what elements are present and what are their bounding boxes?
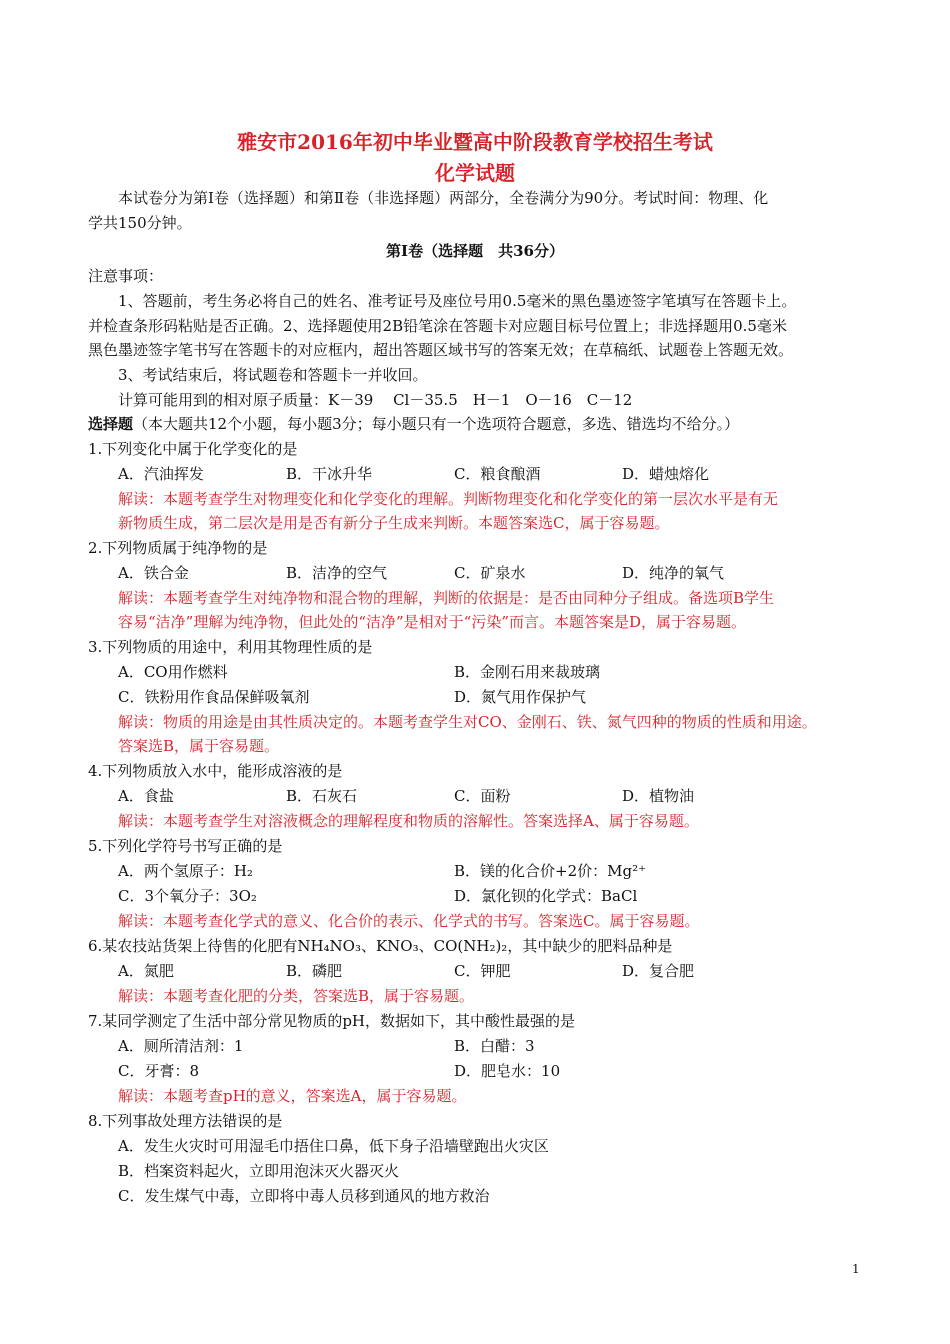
option: C．发生煤气中毒，立即将中毒人员移到通风的地方救治 [118,1187,490,1205]
section-title: 第Ⅰ卷（选择题 共36分） [386,242,564,260]
note-line: 3、考试结束后，将试题卷和答题卡一并收回。 [118,366,428,384]
option: B．磷肥 [286,962,343,980]
option: C．粮食酿酒 [454,465,541,483]
question-stem: 5.下列化学符号书写正确的是 [88,837,283,855]
option: B．洁净的空气 [286,564,388,582]
explanation: 答案选B，属于容易题。 [118,737,280,755]
option: D．氯化钡的化学式：BaCl [454,887,638,905]
explanation: 解读：本题考查学生对物理变化和化学变化的理解。判断物理变化和化学变化的第一层次水平是有无 [118,490,779,508]
option: A．发生火灾时可用湿毛巾捂住口鼻，低下身子沿墙壁跑出火灾区 [118,1137,549,1155]
explanation: 解读：本题考查学生对纯净物和混合物的理解，判断的依据是：是否由同种分子组成。备选项B学生 [118,589,775,607]
explanation: 新物质生成，第二层次是用是否有新分子生成来判断。本题答案选C，属于容易题。 [118,514,670,532]
option: B．白醋：3 [454,1037,535,1055]
option: B．金刚石用来裁玻璃 [454,663,601,681]
note-line: 黑色墨迹签字笔书写在答题卡的对应框内，超出答题区域书写的答案无效；在草稿纸、试题卷上答题无效。 [88,341,794,359]
page-subtitle: 化学试题 [435,161,515,185]
option: C．面粉 [454,787,511,805]
option: A．CO用作燃料 [118,663,228,681]
note-line: 1、答题前，考生务必将自己的姓名、准考证号及座位号用0.5毫米的黑色墨迹签字笔填写在答题卡上。 [118,292,797,310]
atomic-mass-line: 计算可能用到的相对原子质量：K－39 Cl－35.5 H－1 O－16 C－12 [118,391,633,409]
option: B．档案资料起火，立即用泡沫灭火器灭火 [118,1162,400,1180]
option: A．汽油挥发 [118,465,204,483]
option: A．厕所清洁剂：1 [118,1037,244,1055]
question-stem: 4.下列物质放入水中，能形成溶液的是 [88,762,343,780]
explanation: 解读：物质的用途是由其性质决定的。本题考查学生对CO、金刚石、铁、氮气四种的物质的性质和用途。 [118,713,817,731]
option: A．食盐 [118,787,174,805]
explanation: 解读：本题考查pH的意义，答案选A，属于容易题。 [118,1087,467,1105]
option: D．肥皂水：10 [454,1062,561,1080]
option: D．复合肥 [622,962,695,980]
question-stem: 3.下列物质的用途中，利用其物理性质的是 [88,638,373,656]
choice-description: （本大题共12个小题，每小题3分；每小题只有一个选项符合题意，多选、错选均不给分。） [133,415,740,433]
intro-line: 学共150分钟。 [88,214,192,232]
question-stem: 7.某同学测定了生活中部分常见物质的pH，数据如下，其中酸性最强的是 [88,1012,575,1030]
explanation: 解读：本题考查学生对溶液概念的理解程度和物质的溶解性。答案选择A、属于容易题。 [118,812,699,830]
choice-heading [88,414,739,434]
option: A．氮肥 [118,962,174,980]
option: C．钾肥 [454,962,511,980]
option: A．两个氢原子：H₂ [118,862,253,880]
option: D．植物油 [622,787,695,805]
question-stem: 1.下列变化中属于化学变化的是 [88,440,298,458]
option: D．氮气用作保护气 [454,688,587,706]
option: C．铁粉用作食品保鲜吸氧剂 [118,688,310,706]
option: D．蜡烛熔化 [622,465,710,483]
option: B．干冰升华 [286,465,373,483]
option: A．铁合金 [118,564,189,582]
option: B．镁的化合价+2价：Mg²⁺ [454,862,647,880]
explanation: 容易“洁净”理解为纯净物，但此处的“洁净”是相对于“污染”而言。本题答案是D，属于容易题。 [118,613,747,631]
explanation: 解读：本题考查化肥的分类，答案选B，属于容易题。 [118,987,475,1005]
notes-heading: 注意事项： [88,267,164,285]
option: C．矿泉水 [454,564,526,582]
choice-label: 选择题 [88,415,134,433]
intro-line: 本试卷分为第Ⅰ卷（选择题）和第Ⅱ卷（非选择题）两部分，全卷满分为90分。考试时间：物理、化 [118,189,769,207]
question-stem: 8.下列事故处理方法错误的是 [88,1112,283,1130]
option: C．3个氧分子：3O₂ [118,887,257,905]
question-stem: 2.下列物质属于纯净物的是 [88,539,268,557]
question-stem: 6.某农技站货架上待售的化肥有NH₄NO₃、KNO₃、CO(NH₂)₂，其中缺少的肥料品种是 [88,937,673,955]
explanation: 解读：本题考查化学式的意义、化合价的表示、化学式的书写。答案选C。属于容易题。 [118,912,700,930]
option: B．石灰石 [286,787,358,805]
page-number: 1 [852,1262,860,1276]
note-line: 并检查条形码粘贴是否正确。2、选择题使用2B铅笔涂在答题卡对应题目标号位置上；非选择题用0.5毫米 [88,317,787,335]
page-title: 雅安市2016年初中毕业暨高中阶段教育学校招生考试 [237,130,713,154]
option: D．纯净的氧气 [622,564,725,582]
option: C．牙膏：8 [118,1062,200,1080]
